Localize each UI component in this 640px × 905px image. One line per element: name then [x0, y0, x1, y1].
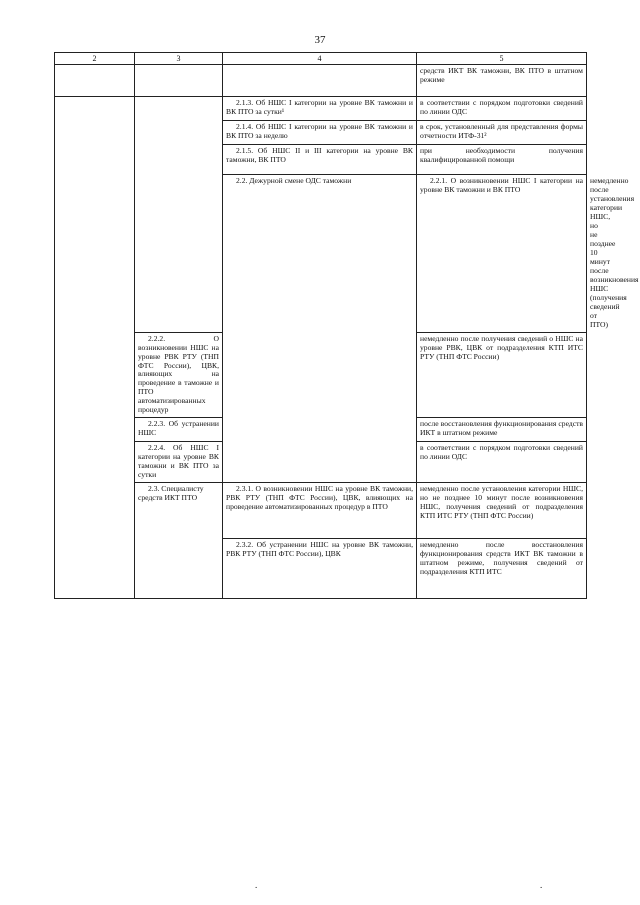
- notification-table: [54, 52, 639, 599]
- cell-col-4: [223, 65, 417, 97]
- cell-col-4: 2.2.1. О возникновении НШС I категории на уровне ВК таможни и ВК ПТО: [417, 175, 587, 332]
- cell-col-3: 2.3. Специалисту средств ИКТ ПТО: [135, 483, 223, 599]
- cell-col-4: 2.2.2. О возникновении НШС на уровне РВК РТУ (ТНП ФТС России), ЦВК, влияющих на проведение в таможне и ПТО автоматизированных процедур: [135, 332, 223, 418]
- cell-col-5: в соответствии с порядком подготовки сведений по линии ОДС: [417, 97, 587, 121]
- page-number: 37: [314, 34, 326, 46]
- cell-col-2: [55, 97, 135, 599]
- cell-col-4: 2.1.5. Об НШС II и III категории на уровне ВК таможни, ВК ПТО: [223, 145, 417, 175]
- header-col-3: 3: [135, 53, 223, 65]
- header-col-2: 2: [55, 53, 135, 65]
- cell-col-3: [135, 97, 223, 332]
- table-row: 2.2. Дежурной смене ОДС таможни 2.2.1. О возникновении НШС I категории на уровне ВК таможни и ВК ПТО немедленно после установления категории НШС, но не позднее 10 минут после возникновения НШС (получения сведений от ПТО): [55, 175, 587, 332]
- cell-col-4: 2.3.2. Об устранении НШС на уровне ВК таможни, РВК РТУ (ТНП ФТС России), ЦВК: [223, 539, 417, 599]
- cell-col-5: после восстановления функционирования средств ИКТ в штатном режиме: [417, 418, 587, 442]
- cell-col-5: немедленно после восстановления функционирования средств ИКТ ВК таможни в штатном режиме, получения сведений от подразделения КТП ИТС: [417, 539, 587, 599]
- table-row: [55, 97, 587, 121]
- cell-col-5: немедленно после установления категории НШС, но не позднее 10 минут после возникновения НШС, получения сведений от подразделения КТП ИТС РТУ (ТНП ФТС России): [417, 483, 587, 539]
- header-col-5: 5: [417, 53, 587, 65]
- cell-col-2: [55, 65, 135, 97]
- header-col-4: 4: [223, 53, 417, 65]
- cell-col-5: в срок, установленный для представления формы отчетности ИТФ-31²: [417, 121, 587, 145]
- cell-col-4: 2.2.3. Об устранении НШС: [135, 418, 223, 442]
- cell-col-5: средств ИКТ ВК таможни, ВК ПТО в штатном режиме: [417, 65, 587, 97]
- cell-col-3: 2.2. Дежурной смене ОДС таможни: [223, 175, 417, 483]
- scan-mark: .: [255, 880, 258, 890]
- cell-col-4: 2.2.4. Об НШС I категории на уровне ВК таможни и ВК ПТО за сутки: [135, 442, 223, 483]
- cell-col-4: 2.3.1. О возникновении НШС на уровне ВК таможни, РВК РТУ (ТНП ФТС России), ЦВК, влияющих на проведение автоматизированных процедур в ПТО: [223, 483, 417, 539]
- table-row: [55, 483, 587, 539]
- cell-col-4: 2.1.4. Об НШС I категории на уровне ВК таможни и ВК ПТО за неделю: [223, 121, 417, 145]
- cell-col-4: 2.1.3. Об НШС I категории на уровне ВК таможни и ВК ПТО за сутки¹: [223, 97, 417, 121]
- cell-col-5: в соответствии с порядком подготовки сведений по линии ОДС: [417, 442, 587, 483]
- table-row: [55, 65, 587, 97]
- cell-col-5: немедленно после получения сведений о НШС на уровне РВК, ЦВК от подразделения КТП ИТС РТУ (ТНП ФТС России): [417, 332, 587, 418]
- cell-col-3: [135, 65, 223, 97]
- scan-mark: .: [540, 880, 543, 890]
- header-row: [55, 53, 587, 65]
- cell-col-5: при необходимости получения квалифицированной помощи: [417, 145, 587, 175]
